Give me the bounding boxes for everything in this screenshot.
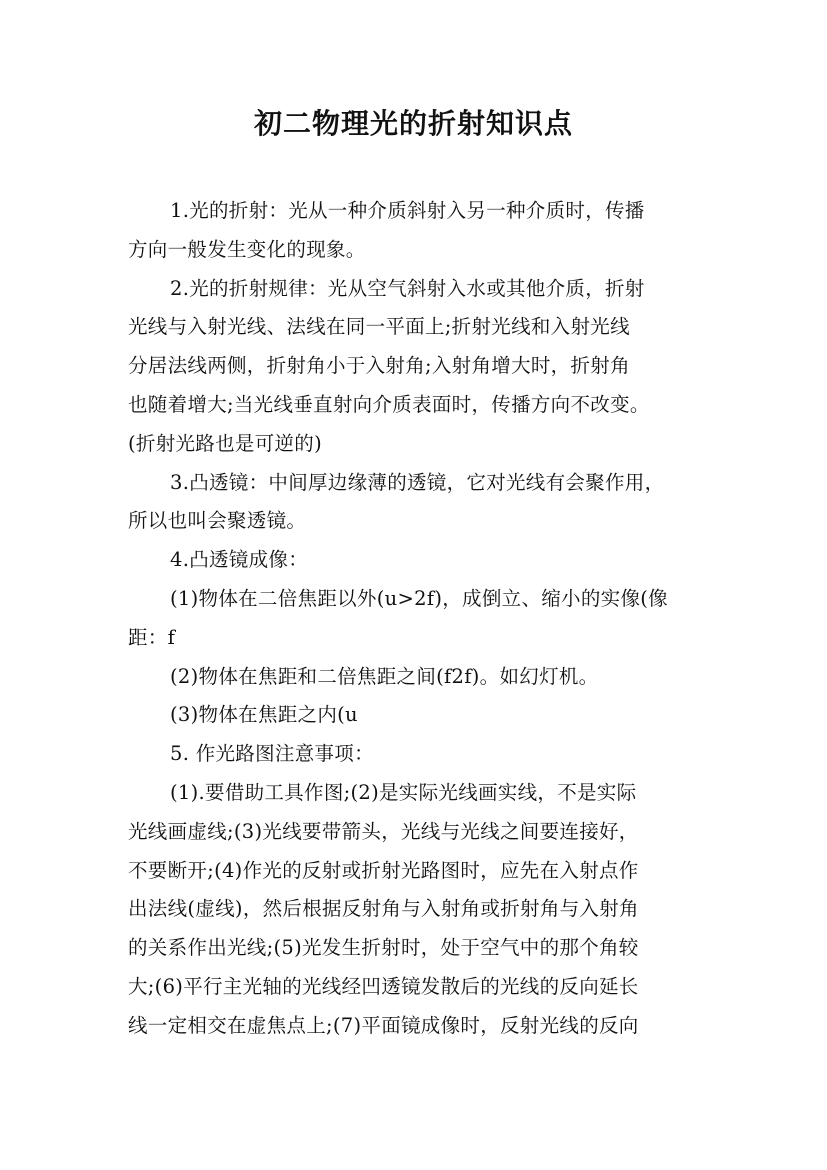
text-line: 2.光的折射规律：光从空气斜射入水或其他介质，折射 [170,276,645,300]
document-title: 初二物理光的折射知识点 [253,107,573,140]
text-line: 不要断开;(4)作光的反射或折射光路图时，应先在入射点作 [128,858,639,882]
text-line: 的关系作出光线;(5)光发生折射时，处于空气中的那个角较 [128,936,639,960]
text-line: (1).要借助工具作图;(2)是实际光线画实线，不是实际 [170,780,637,804]
text-line: 光线与入射光线、法线在同一平面上;折射光线和入射光线 [128,315,630,339]
text-line: 所以也叫会聚透镜。 [128,509,307,533]
text-line: (3)物体在焦距之内(u [170,703,358,727]
text-line: (2)物体在焦距和二倍焦距之间(f2f)。如幻灯机。 [170,664,599,688]
text-line: 1.光的折射：光从一种介质斜射入另一种介质时，传播 [170,199,645,222]
text-line: (1)物体在二倍焦距以外(u>2f)，成倒立、缩小的实像(像 [170,586,668,610]
text-line: 5. 作光路图注意事项： [170,742,374,766]
text-line: 距：f [128,625,176,649]
text-line: 方向一般发生变化的现象。 [128,237,366,261]
text-line: 4.凸透镜成像： [170,548,309,572]
text-line: 大;(6)平行主光轴的光线经凹透镜发散后的光线的反向延长 [128,974,639,998]
text-line: 分居法线两侧，折射角小于入射角;入射角增大时，折射角 [128,354,630,378]
text-line: 线一定相交在虚焦点上;(7)平面镜成像时，反射光线的反向 [128,1013,639,1037]
text-line: (折射光路也是可逆的) [128,431,323,455]
text-line: 出法线(虚线)，然后根据反射角与入射角或折射角与入射角 [128,897,639,921]
text-line: 也随着增大;当光线垂直射向介质表面时，传播方向不改变。 [128,392,650,416]
text-line: 光线画虚线;(3)光线要带箭头，光线与光线之间要连接好， [128,819,639,843]
text-line: 3.凸透镜：中间厚边缘薄的透镜，它对光线有会聚作用， [170,470,665,494]
document-body [128,192,708,1046]
